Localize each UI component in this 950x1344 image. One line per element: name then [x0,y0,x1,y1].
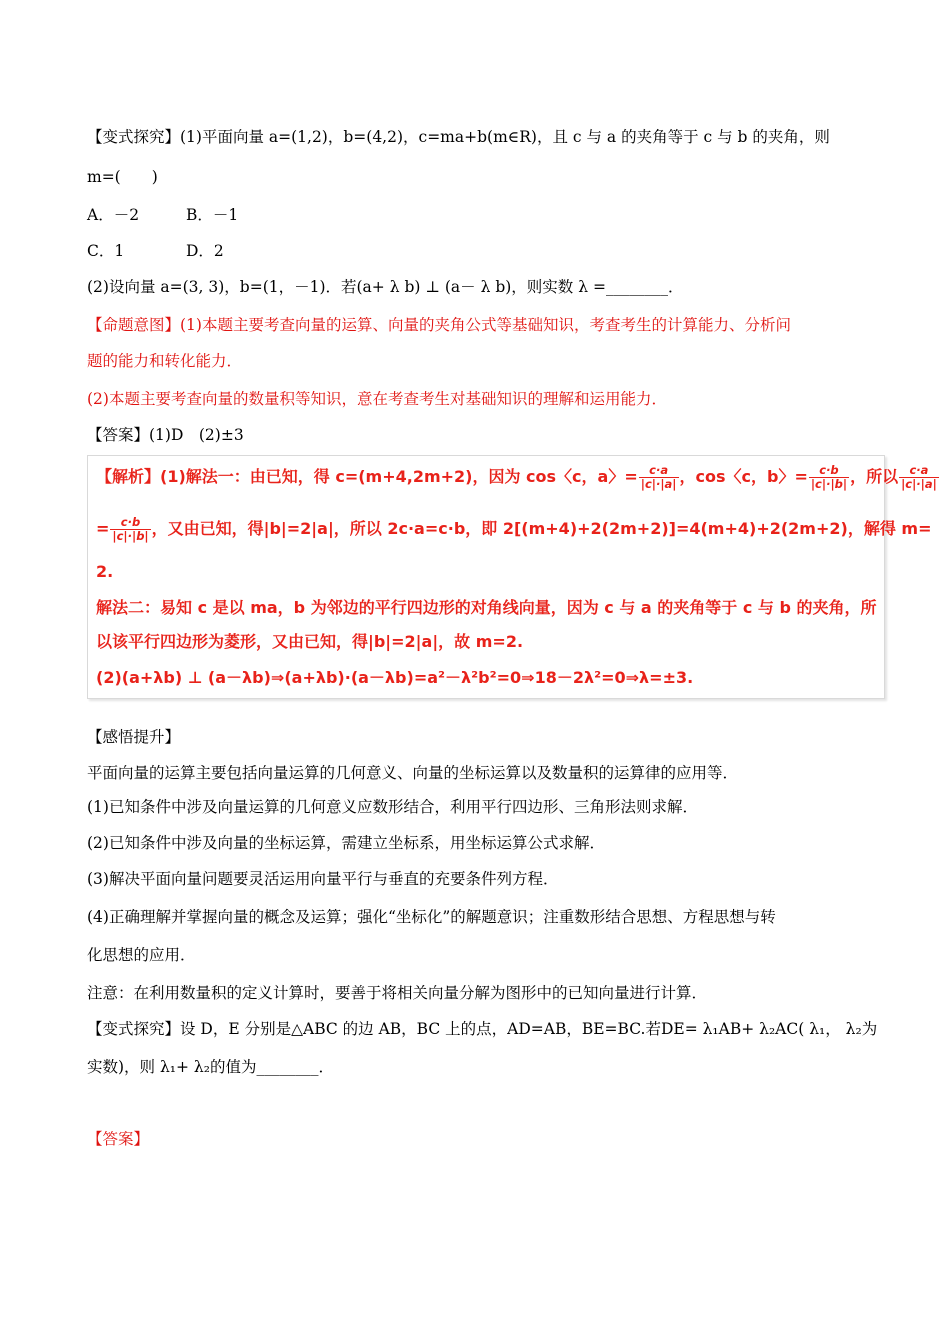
q1-part2: (2)设向量 a=(3, 3)，b=(1，－1)．若(a+ λ b) ⊥ (a－ λ b)，则实数 λ =________． [87,278,684,296]
analysis-line6: (2)(a+λb) ⊥ (a－λb)⇒(a+λb)·(a－λb)=a²－λ²b²=0⇒18－2λ²=0⇒λ=±3. [96,668,694,687]
intent-line2: 题的能力和转化能力． [87,352,243,370]
fraction-ca-denominator: |c|·|a| [640,477,677,491]
fraction-cb-numerator: c·b [809,464,849,478]
analysis-line2-text-b: ，又由已知，得|b|=2|a|，所以 2c·a=c·b，即 2[(m+4)+2(2m+2)]=4(m+4)+2(2m+2)，解得 m= [151,519,932,538]
option-c: C．1 [87,242,125,260]
intent-line1: 【命题意图】(1)本题主要考查向量的运算、向量的夹角公式等基础知识，考查考生的计算能力、分析问 [87,316,791,334]
q2-stem-line1: 【变式探究】设 D，E 分别是△ABC 的边 AB，BC 上的点，AD=AB，BE=BC.若DE= λ₁AB+ λ₂AC( λ₁， λ₂为 [87,1020,878,1038]
option-a: A．－2 [87,206,140,224]
fraction-cb-2-numerator: c·b [110,516,150,530]
q1-stem-line1: 【变式探究】(1)平面向量 a=(1,2)，b=(4,2)，c=ma+b(m∈R)，且 c 与 a 的夹角等于 c 与 b 的夹角，则 [87,128,830,146]
analysis-line3: 2. [96,562,114,581]
analysis-line2 [96,516,931,543]
analysis-box [87,455,937,699]
fraction-ca-2-denominator: |c|·|a| [901,477,937,491]
fraction-cb-denominator: |c|·|b| [810,477,848,491]
option-d: D．2 [186,242,224,260]
q1-stem-line2: m=( ) [87,168,158,186]
fraction-cb-2 [110,516,150,543]
insight-p1: (1)已知条件中涉及向量运算的几何意义应数形结合，利用平行四边形、三角形法则求解． [87,798,698,816]
option-b: B．－1 [186,206,239,224]
q2-stem-line2: 实数)，则 λ₁+ λ₂的值为________． [87,1058,334,1076]
insight-p3: (3)解决平面向量问题要灵活运用向量平行与垂直的充要条件列方程． [87,870,559,888]
analysis-line2-text-a: = [96,519,110,538]
answer-1: 【答案】(1)D (2)±3 [87,426,244,444]
insight-p4-line2: 化思想的应用． [87,946,196,964]
intent-line3: (2)本题主要考查向量的数量积等知识，意在考查考生对基础知识的理解和运用能力． [87,390,667,408]
analysis-line1-text-a: 【解析】(1)解法一：由已知，得 c=(m+4,2m+2)，因为 cos〈c，a〉= [96,467,638,486]
fraction-ca-2 [899,464,939,491]
insight-p4-line1: (4)正确理解并掌握向量的概念及运算；强化“坐标化”的解题意识；注重数形结合思想、方程思想与转 [87,908,776,926]
analysis-line4: 解法二：易知 c 是以 ma，b 为邻边的平行四边形的对角线向量，因为 c 与 a 的夹角等于 c 与 b 的夹角，所 [96,598,877,617]
analysis-line1-text-b: ，cos〈c，b〉= [679,467,808,486]
fraction-ca-numerator: c·a [639,464,679,478]
fraction-cb [809,464,849,491]
insight-title: 【感悟提升】 [87,728,181,746]
analysis-line1-text-c: ，所以 [850,467,899,486]
fraction-ca [639,464,679,491]
insight-p2: (2)已知条件中涉及向量的坐标运算，需建立坐标系，用坐标运算公式求解． [87,834,605,852]
insight-note: 注意：在利用数量积的定义计算时，要善于将相关向量分解为图形中的已知向量进行计算． [87,984,708,1002]
fraction-cb-2-denominator: |c|·|b| [112,529,149,543]
analysis-line5: 以该平行四边形为菱形，又由已知，得|b|=2|a|，故 m=2. [96,632,524,651]
insight-p0: 平面向量的运算主要包括向量运算的几何意义、向量的坐标运算以及数量积的运算律的应用等． [87,764,739,782]
answer-2: 【答案】 [87,1130,150,1148]
analysis-line1 [96,464,940,491]
fraction-ca-2-numerator: c·a [899,464,939,478]
